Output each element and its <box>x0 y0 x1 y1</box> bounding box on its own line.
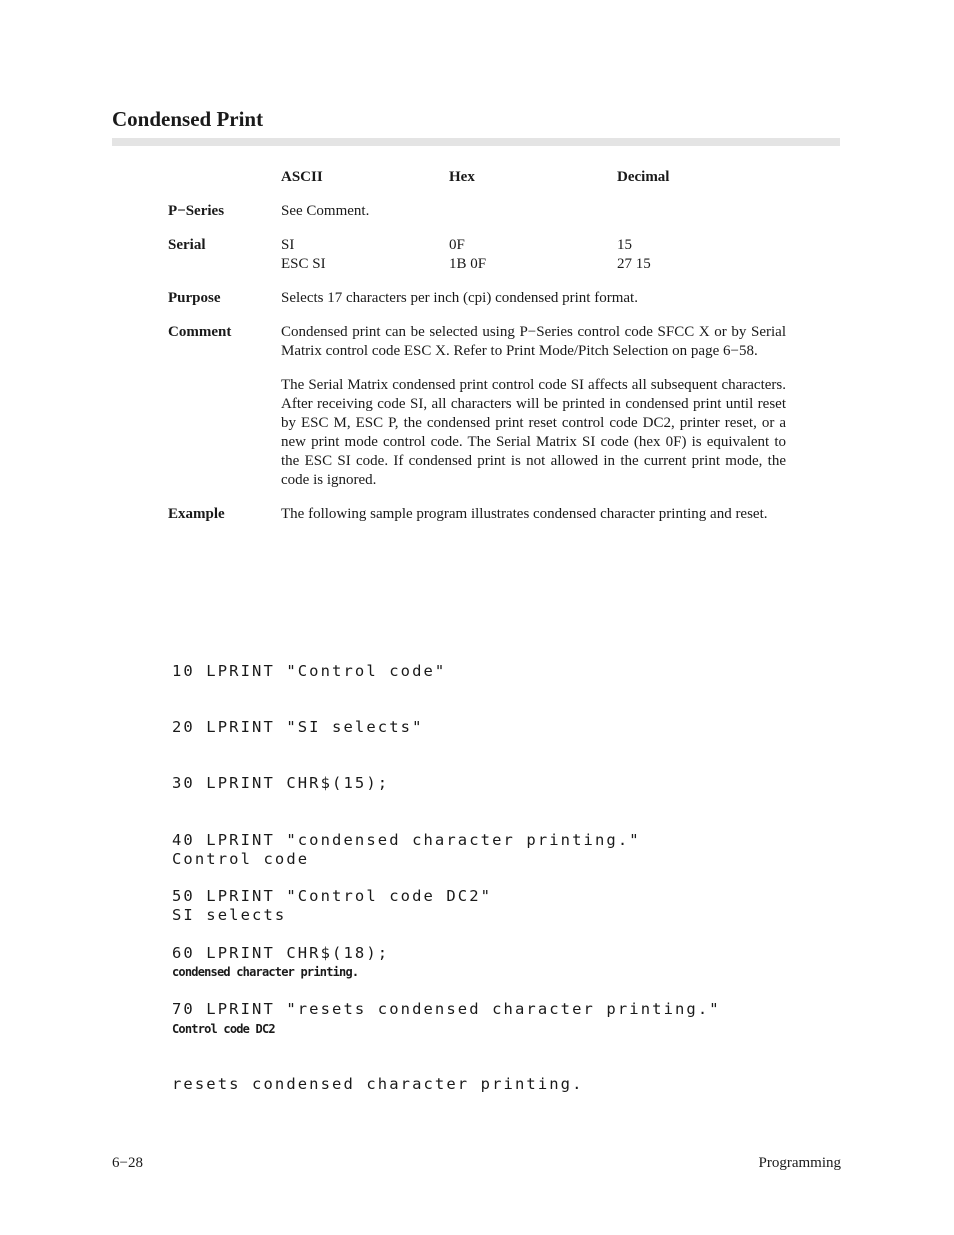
serial-label: Serial <box>168 237 206 253</box>
section-name: Programming <box>758 1155 841 1171</box>
code-ascii: ESC SI <box>281 256 326 272</box>
comment-paragraph: The Serial Matrix condensed print control code SI affects all subsequent characters. After receiving code SI, all characters will be printed in condensed print until reset by ESC M, ESC P, the condensed print reset control code DC2, printer reset, or a new print mode control code. The Serial Matrix SI code (hex 0F) is equivalent to the ESC SI code. If condensed print is not allowed in the current print mode, the code is ignored. <box>281 377 786 488</box>
page-title: Condensed Print <box>112 107 264 131</box>
header-ascii: ASCII <box>281 169 323 185</box>
page-number: 6−28 <box>112 1155 143 1171</box>
program-line: 30 LPRINT CHR$(15); <box>172 774 390 793</box>
program-line: 50 LPRINT "Control code DC2" <box>172 887 493 906</box>
p-series-text: See Comment. <box>281 203 370 219</box>
output-line: resets condensed character printing. <box>172 1075 584 1094</box>
program-line: 20 LPRINT "SI selects" <box>172 717 424 736</box>
comment-label: Comment <box>168 324 232 340</box>
output-line: Control code <box>172 849 310 868</box>
serial-row <box>168 236 786 274</box>
p-series-label: P−Series <box>168 203 225 219</box>
purpose-label: Purpose <box>168 290 221 306</box>
example-text: The following sample program illustrates condensed character printing and reset. <box>281 506 768 522</box>
program-line: 40 LPRINT "condensed character printing." <box>172 830 641 849</box>
serial-codes <box>281 236 786 274</box>
serial-code-line <box>281 236 786 255</box>
serial-code-line <box>281 255 786 274</box>
header-decimal: Decimal <box>617 169 670 185</box>
output-line-condensed: Control code DC2 <box>172 1021 275 1036</box>
title-rule <box>112 138 840 146</box>
code-hex: 1B 0F <box>449 256 487 272</box>
p-series-row <box>168 202 786 221</box>
purpose-row <box>168 289 786 308</box>
sample-output <box>172 812 584 1113</box>
comment-row <box>168 323 786 490</box>
purpose-text: Selects 17 characters per inch (cpi) condensed print format. <box>281 290 638 306</box>
program-line: 70 LPRINT "resets condensed character printing." <box>172 999 721 1018</box>
table-header-row <box>168 168 786 187</box>
command-reference <box>168 168 786 524</box>
code-ascii: SI <box>281 237 295 253</box>
comment-paragraph: Condensed print can be selected using P−Series control code SFCC X or by Serial Matrix control code ESC X. Refer to Print Mode/Pitch Selection on page 6−58. <box>281 324 786 359</box>
program-line: 10 LPRINT "Control code" <box>172 661 447 680</box>
code-decimal: 27 15 <box>617 256 651 272</box>
output-line: SI selects <box>172 905 287 924</box>
code-hex: 0F <box>449 237 465 253</box>
example-label: Example <box>168 506 225 522</box>
example-row <box>168 505 786 524</box>
comment-body <box>281 323 786 490</box>
program-line: 60 LPRINT CHR$(18); <box>172 943 390 962</box>
header-hex: Hex <box>449 169 475 185</box>
code-decimal: 15 <box>617 237 632 253</box>
output-line-condensed: condensed character printing. <box>172 965 359 980</box>
